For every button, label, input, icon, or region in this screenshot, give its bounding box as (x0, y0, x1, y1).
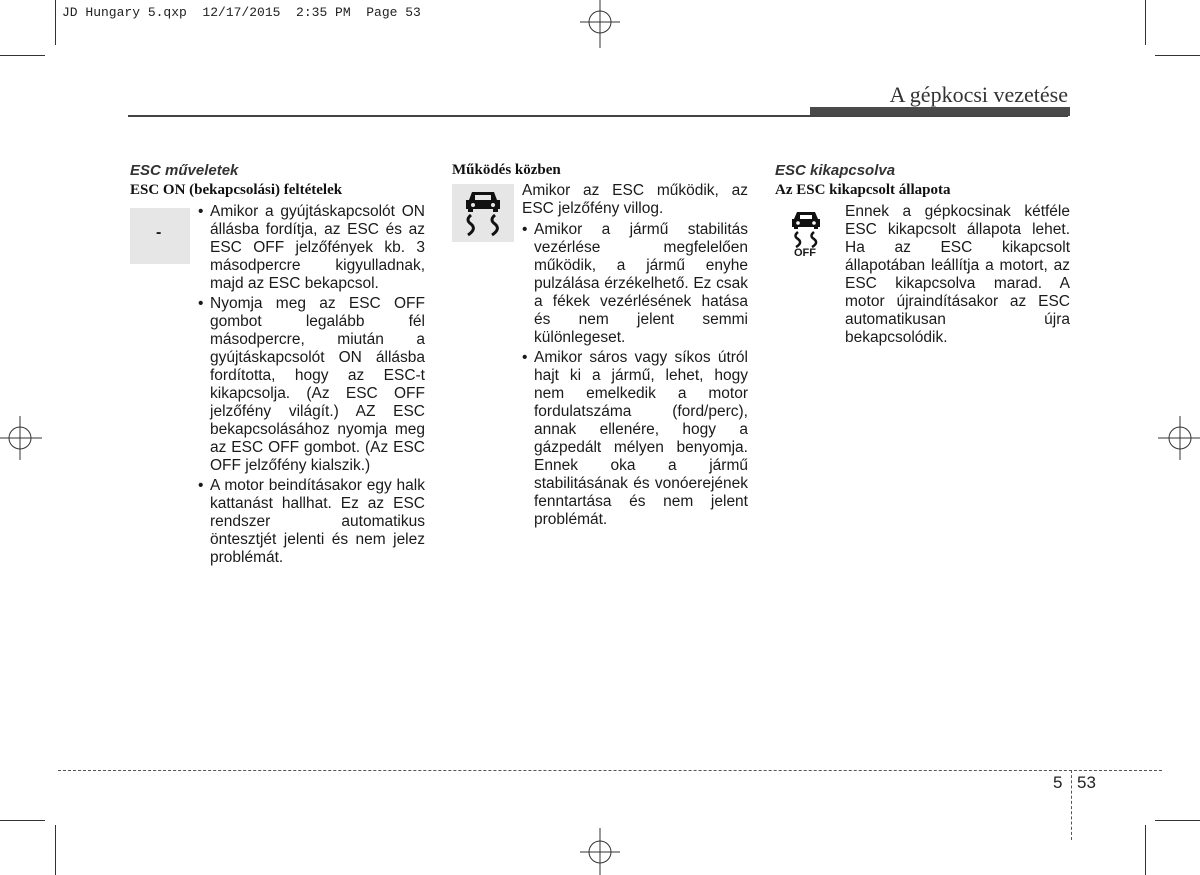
list-item: • Amikor sáros vagy síkos útról hajt ki a jármű, lehet, hogy nem emelkedik a motor fordulatszáma (ford/perc), annak ellenére, hogy a gázpedált mélyen benyomja. Ennek oka a jármű stabilitásának és vonóerejének fenntartása és nem jelent problémát. (522, 349, 748, 529)
col2-intro: Amikor az ESC működik, az ESC jelzőfény villog. (522, 182, 748, 217)
header-rule-thin (128, 115, 1068, 117)
list-item: • Nyomja meg az ESC OFF gombot legalább fél másodpercre, miután a gyújtáskapcsolót ON állásba fordította, hogy az ESC-t kikapcsolja. (Az ESC OFF jelzőfény világít.) AZ ESC bekapcsolásához nyomja meg az ESC OFF gombot. (Az ESC OFF jelzőfény kialszik.) (198, 295, 425, 475)
footer-dotted-divider (1071, 770, 1072, 840)
col3-heading: ESC kikapcsolva (775, 162, 896, 179)
registration-mark-left (0, 413, 45, 463)
registration-mark-right (1155, 413, 1200, 463)
section-title: A gépkocsi vezetése (889, 82, 1068, 107)
col1-subheading: ESC ON (bekapcsolási) feltételek (130, 182, 343, 198)
placeholder-dash: - (156, 224, 162, 241)
col2-subheading: Működés közben (452, 162, 561, 178)
registration-mark-bottom (575, 828, 625, 875)
col3-text: Ennek a gépkocsinak kétféle ESC kikapcsolt állapota lehet. Ha az ESC kikapcsolt állapotában leállítja a motort, az ESC kikapcsolva marad. A motor újraindításakor az ESC automatikusan újra bekapcsolódik. (845, 203, 1070, 346)
col1-bullet-list (198, 203, 425, 569)
col1-heading: ESC műveletek (130, 162, 239, 179)
print-slug: JD Hungary 5.qxp 12/17/2015 2:35 PM Page 53 (62, 5, 421, 20)
esc-off-icon (775, 206, 837, 266)
registration-mark-top (575, 0, 625, 50)
list-item: • Amikor a jármű stabilitás vezérlése megfelelően működik, a jármű enyhe pulzálása érzékelhető. Ez csak a fékek vezérlésének hatása és nem jelent semmi különlegeset. (522, 221, 748, 347)
chapter-number: 5 (1053, 773, 1063, 792)
placeholder-icon-box (130, 208, 190, 264)
list-item: • Amikor a gyújtáskapcsolót ON állásba fordítja, az ESC és az ESC OFF jelzőfények kb. 3 másodpercre kigyulladnak, majd az ESC bekapcsol. (198, 203, 425, 293)
esc-skid-icon (452, 184, 514, 242)
col2-bullet-list (522, 221, 748, 531)
footer-dotted-rule (58, 770, 1162, 771)
off-label: OFF (794, 247, 816, 259)
list-item: • A motor beindításakor egy halk kattanást hallhat. Ez az ESC rendszer automatikus öntesztjét jelenti és nem jelez problémát. (198, 477, 425, 567)
page-number: 53 (1077, 773, 1096, 792)
col3-subheading: Az ESC kikapcsolt állapota (775, 182, 951, 198)
